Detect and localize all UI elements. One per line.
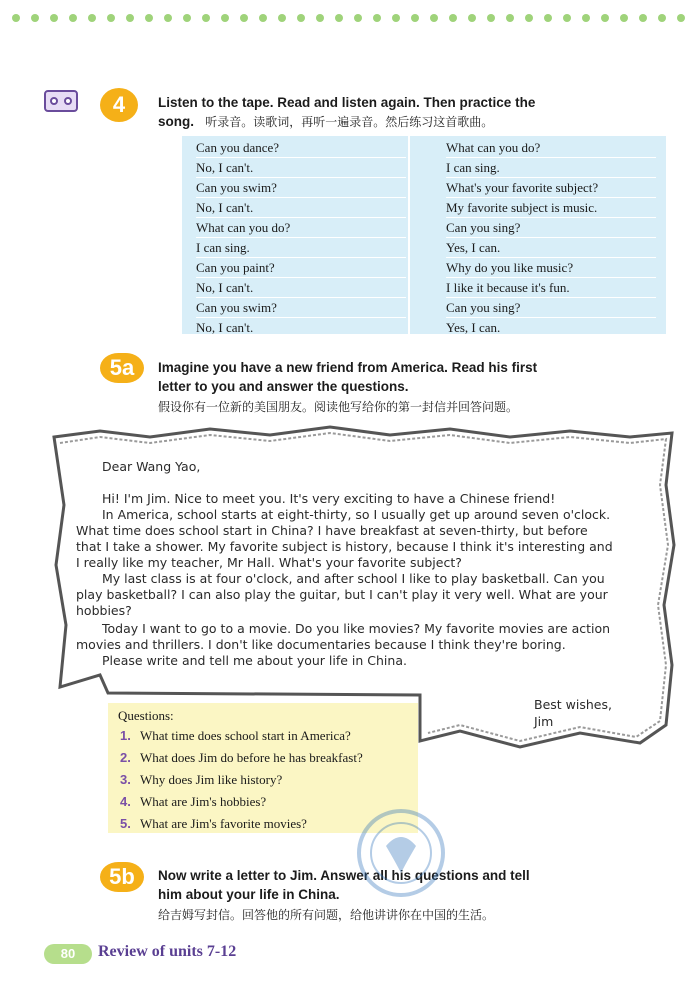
question-text: What time does school start in America? (140, 728, 351, 743)
watermark-seal-icon (356, 808, 446, 898)
song-line: Can you sing? (446, 298, 656, 318)
border-dot (487, 14, 495, 22)
border-dot (145, 14, 153, 22)
activity-5b-badge: 5b (100, 862, 144, 892)
question-item (120, 814, 307, 834)
border-dot (335, 14, 343, 22)
border-dot (639, 14, 647, 22)
song-line: What can you do? (196, 218, 406, 238)
activity-5a-instruction-line1: Imagine you have a new friend from America. Read his first (158, 360, 538, 375)
song-right-column (446, 138, 656, 338)
border-dot (677, 14, 685, 22)
border-dot (12, 14, 20, 22)
activity-5b-instruction-line2: him about your life in China. (158, 887, 340, 902)
question-text: What does Jim do before he has breakfast? (140, 750, 363, 765)
activity-4-instruction-zh: 听录音。读歌词，再听一遍录音。然后练习这首歌曲。 (205, 115, 494, 129)
border-dot (373, 14, 381, 22)
question-item (120, 726, 351, 746)
border-dot (411, 14, 419, 22)
question-number: 3. (120, 772, 131, 787)
song-line: Yes, I can. (446, 238, 656, 258)
question-number: 4. (120, 794, 131, 809)
question-text: Why does Jim like history? (140, 772, 283, 787)
border-dot (316, 14, 324, 22)
border-dot (449, 14, 457, 22)
border-dot (582, 14, 590, 22)
question-number: 5. (120, 816, 131, 831)
border-dot (183, 14, 191, 22)
border-dot (240, 14, 248, 22)
question-item (120, 770, 282, 790)
song-line: Can you paint? (196, 258, 406, 278)
letter-line: What time does school start in China? I have breakfast at seven-thirty, but before (76, 523, 588, 538)
questions-title: Questions: (118, 708, 174, 723)
song-line: No, I can't. (196, 318, 406, 338)
border-dot (50, 14, 58, 22)
song-line: Can you dance? (196, 138, 406, 158)
song-line: Can you sing? (446, 218, 656, 238)
activity-4-instruction-line2 (158, 112, 493, 132)
song-line: No, I can't. (196, 278, 406, 298)
song-line: Can you swim? (196, 298, 406, 318)
top-dotted-border (0, 14, 700, 28)
song-line: What can you do? (446, 138, 656, 158)
border-dot (430, 14, 438, 22)
question-item (120, 792, 266, 812)
activity-5b-instruction-line1: Now write a letter to Jim. Answer all his questions and tell (158, 868, 530, 883)
activity-4-badge: 4 (100, 88, 138, 122)
letter-line: Hi! I'm Jim. Nice to meet you. It's very exciting to have a Chinese friend! (102, 491, 556, 506)
border-dot (354, 14, 362, 22)
border-dot (563, 14, 571, 22)
question-text: What are Jim's hobbies? (140, 794, 267, 809)
question-text: What are Jim's favorite movies? (140, 816, 307, 831)
song-left-column (196, 138, 406, 338)
border-dot (658, 14, 666, 22)
footer-title: Review of units 7-12 (98, 943, 237, 960)
page-number: 80 (60, 946, 76, 961)
activity-5a-instruction-line2: letter to you and answer the questions. (158, 379, 409, 394)
cassette-icon (44, 90, 78, 112)
letter-signature: Jim (534, 714, 554, 729)
letter-line: movies and thrillers. I don't like documentaries because I think they're boring. (76, 637, 566, 652)
song-column-divider (408, 136, 410, 334)
border-dot (392, 14, 400, 22)
border-dot (69, 14, 77, 22)
song-line: No, I can't. (196, 198, 406, 218)
border-dot (468, 14, 476, 22)
song-line: No, I can't. (196, 158, 406, 178)
song-line: I can sing. (446, 158, 656, 178)
border-dot (544, 14, 552, 22)
letter-line: hobbies? (76, 603, 132, 618)
question-number: 1. (120, 728, 131, 743)
letter-closing: Best wishes, (534, 697, 612, 712)
song-line: Why do you like music? (446, 258, 656, 278)
song-line: I like it because it's fun. (446, 278, 656, 298)
border-dot (221, 14, 229, 22)
activity-4-instruction-line1: Listen to the tape. Read and listen again. Then practice the (158, 95, 536, 110)
letter-line: play basketball? I can also play the guitar, but I can't play it very well. What are your (76, 587, 608, 602)
song-line: My favorite subject is music. (446, 198, 656, 218)
letter-line: Please write and tell me about your life in China. (102, 653, 407, 668)
border-dot (126, 14, 134, 22)
letter-line: I really like my teacher, Mr Hall. What's your favorite subject? (76, 555, 462, 570)
letter-line: Today I want to go to a movie. Do you like movies? My favorite movies are action (102, 621, 611, 636)
question-number: 2. (120, 750, 131, 765)
song-line: I can sing. (196, 238, 406, 258)
border-dot (601, 14, 609, 22)
letter-line: In America, school starts at eight-thirty, so I usually get up around seven o'clock. (102, 507, 611, 522)
activity-5a-instruction-zh: 假设你有一位新的美国朋友。阅读他写给你的第一封信并回答问题。 (158, 400, 519, 414)
border-dot (107, 14, 115, 22)
letter-greeting: Dear Wang Yao, (102, 459, 201, 474)
border-dot (31, 14, 39, 22)
border-dot (259, 14, 267, 22)
activity-4-instruction-line2-text: song. (158, 114, 194, 129)
activity-5a-badge: 5a (100, 353, 144, 383)
activity-5b-instruction-zh: 给吉姆写封信。回答他的所有问题，给他讲讲你在中国的生活。 (158, 908, 495, 922)
letter-line: that I take a shower. My favorite subject is history, because I think it's interesting and (76, 539, 613, 554)
song-line: Yes, I can. (446, 318, 656, 338)
song-lyrics-box (182, 136, 666, 334)
border-dot (620, 14, 628, 22)
border-dot (506, 14, 514, 22)
border-dot (278, 14, 286, 22)
song-line: What's your favorite subject? (446, 178, 656, 198)
song-line: Can you swim? (196, 178, 406, 198)
letter-line: My last class is at four o'clock, and after school I like to play basketball. Can you (102, 571, 605, 586)
border-dot (164, 14, 172, 22)
question-item (120, 748, 363, 768)
border-dot (88, 14, 96, 22)
border-dot (297, 14, 305, 22)
border-dot (525, 14, 533, 22)
border-dot (202, 14, 210, 22)
